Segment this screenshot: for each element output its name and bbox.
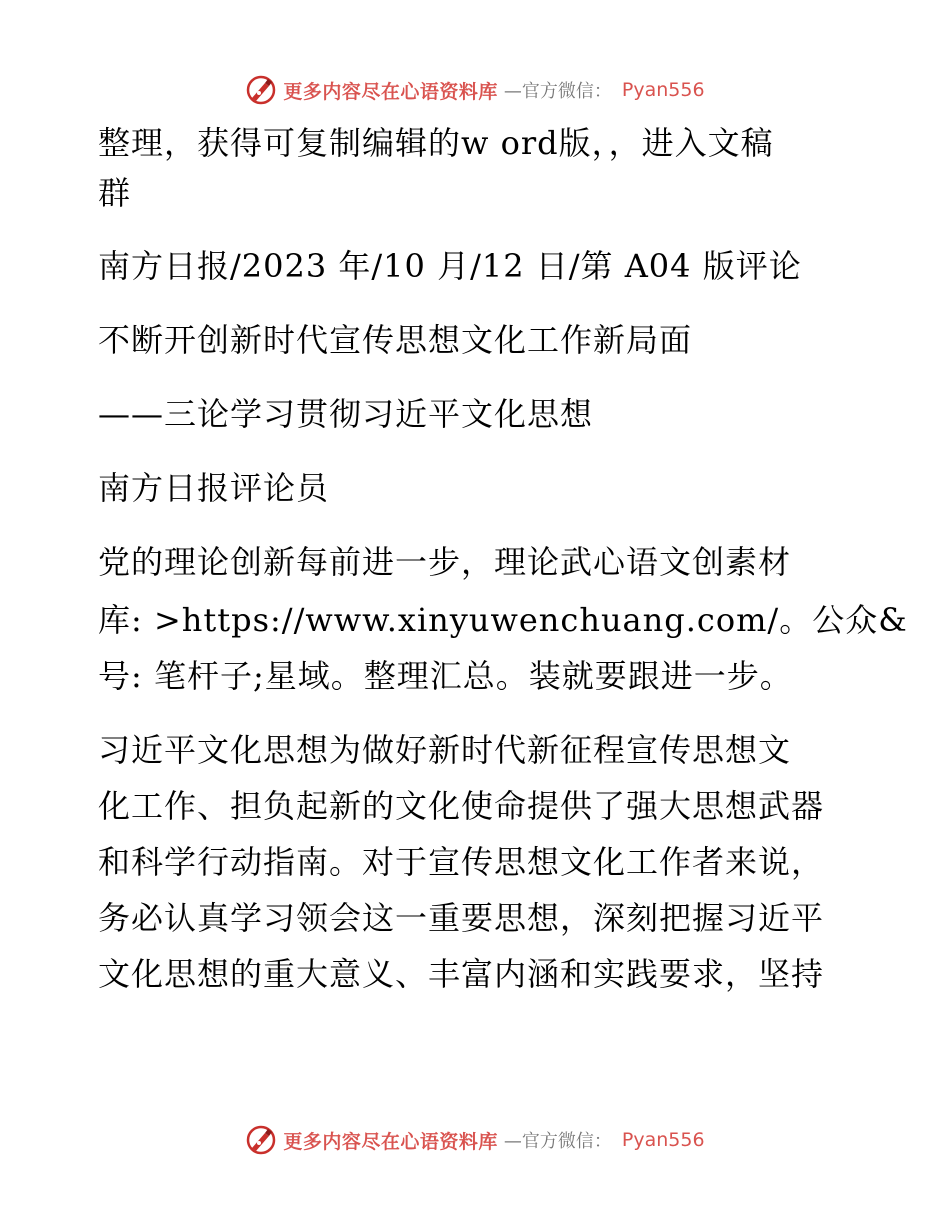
pen-logo-icon: [245, 1124, 277, 1156]
banner-wechat-id: Pyan556: [621, 1129, 705, 1151]
paragraph1-line-3: 号: 笔杆子;星域。整理汇总。装就要跟进一步。: [98, 657, 793, 695]
source-line: 南方日报/2023 年/10 月/12 日/第 A04 版评论: [98, 247, 802, 285]
article-subtitle: ——三论学习贯彻习近平文化思想: [98, 395, 594, 433]
paragraph1-line-1: 党的理论创新每前进一步，理论武心语文创素材: [98, 543, 792, 581]
paragraph2-line-4: 务必认真学习领会这一重要思想，深刻把握习近平: [98, 899, 825, 937]
article-title: 不断开创新时代宣传思想文化工作新局面: [98, 321, 693, 359]
paragraph1-line-2: 库: >https://www.xinyuwenchuang.com/。公众&: [98, 601, 908, 639]
paragraph2-line-3: 和科学行动指南。对于宣传思想文化工作者来说，: [98, 843, 825, 881]
intro-line-1: 整理，获得可复制编辑的w ord版，，进入文稿: [98, 124, 774, 162]
header-banner: [0, 70, 950, 110]
banner-content: [245, 74, 704, 106]
paragraph2-line-2: 化工作、担负起新的文化使命提供了强大思想武器: [98, 787, 825, 825]
article-author: 南方日报评论员: [98, 469, 330, 507]
banner-wechat-label: —官方微信：: [503, 1131, 612, 1152]
paragraph2-line-1: 习近平文化思想为做好新时代新征程宣传思想文: [98, 731, 792, 769]
footer-banner: [0, 1120, 950, 1160]
document-body: [98, 118, 908, 999]
banner-content: [245, 1124, 704, 1156]
banner-wechat-label: —官方微信：: [503, 81, 612, 102]
banner-wechat-id: Pyan556: [621, 79, 705, 101]
banner-title: 更多内容尽在心语资料库: [283, 80, 498, 103]
banner-title: 更多内容尽在心语资料库: [283, 1130, 498, 1153]
pen-logo-icon: [245, 74, 277, 106]
intro-line-2: 群: [98, 174, 132, 212]
paragraph2-line-5: 文化思想的重大意义、丰富内涵和实践要求，坚持: [98, 955, 825, 993]
